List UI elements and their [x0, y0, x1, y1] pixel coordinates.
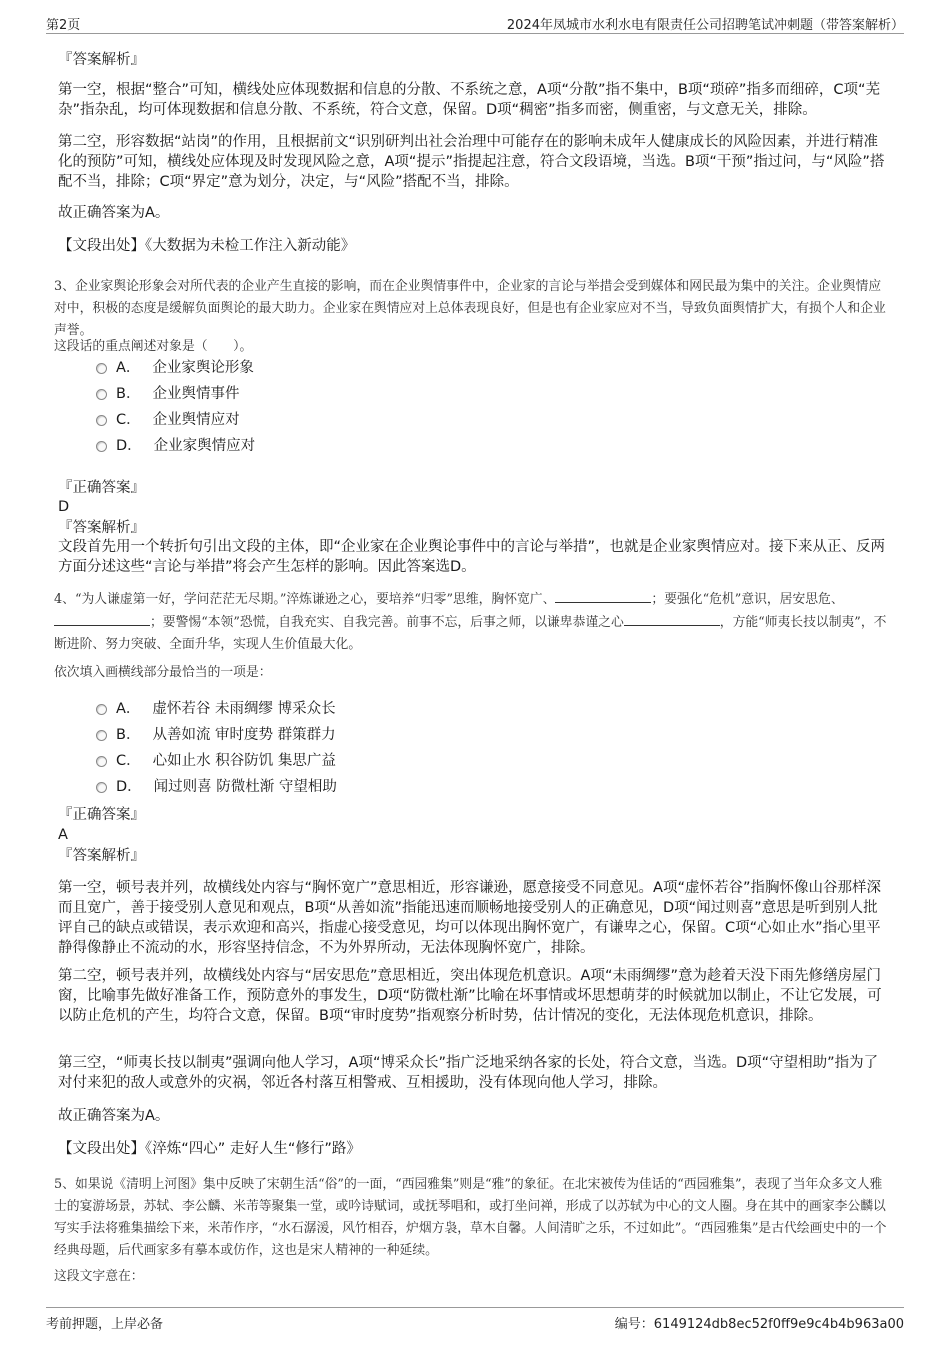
radio-icon[interactable] [96, 415, 107, 426]
document-title: 2024年凤城市水利水电有限责任公司招聘笔试冲刺题（带答案解析） [506, 18, 904, 33]
q4-stem: 4、“为人谦虚第一好，学问茫茫无尽期。”淬炼谦逊之心，要培养“归零”思维，胸怀宽广、 ；要强化“危机”意识，居安思危、；要警惕“本领”恐慌，自我充实、自我完善。前事不忘，后事之师，以谦卑恭谨之心 ，方能“师夷长技以制夷”，不断进阶、努力突破、全面升华，实现人生价值最大化。 [54, 588, 890, 656]
q3-analysis-label: 『答案解析』 [58, 520, 145, 536]
q2-analysis-para1: 第一空，根据“整合”可知，横线处应体现数据和信息的分散、不系统之意，A项“分散”指不集中，B项“琐碎”指多而细碎，C项“芜杂”指杂乱，均可体现数据和信息分散、不系统，符合文意，保留。D项“稠密”指多而密，侧重密，与文意无关，排除。 [58, 82, 881, 118]
q3-analysis: 文段首先用一个转折句引出文段的主体，即“企业家在企业舆论事件中的言论与举措”，也就是企业家舆情应对。接下来从正、反两方面分述这些“言论与举措”将会产生怎样的影响。因此答案选D。 [58, 539, 886, 575]
q4-source: 【文段出处】《淬炼“四心” 走好人生“修行”路》 [58, 1141, 361, 1157]
footer-slogan: 考前押题，上岸必备 [46, 1317, 164, 1332]
q4-conclusion: 故正确答案为A。 [58, 1108, 170, 1124]
q4-answer-label: 『正确答案』 [58, 807, 145, 823]
q2-analysis-label: 『答案解析』 [58, 52, 145, 68]
q5-prompt: 这段文字意在： [54, 1269, 144, 1284]
q4-option-d[interactable]: D． 闻过则喜 防微杜渐 守望相助 [96, 777, 337, 797]
q4-option-c[interactable]: C． 心如止水 积谷防饥 集思广益 [96, 751, 336, 771]
q4-prompt: 依次填入画横线部分最恰当的一项是： [54, 665, 272, 680]
q3-option-d[interactable]: D． 企业家舆情应对 [96, 436, 255, 456]
q4-answer: A [58, 827, 68, 843]
q2-analysis-para2: 第二空，形容数据“站岗”的作用，且根据前文“识别研判出社会治理中可能存在的影响未成年人健康成长的风险因素，并进行精准化的预防”可知，横线处应体现及时发现风险之意，A项“提示”指提起注意，符合文段语境，当选。B项“干预”指过问，与“风险”搭配不当，排除；C项“界定”意为划分，决定，与“风险”搭配不当，排除。 [58, 134, 885, 190]
radio-icon[interactable] [96, 704, 107, 715]
footer-divider [46, 1307, 904, 1308]
q4-option-a[interactable]: A． 虚怀若谷 未雨绸缪 博采众长 [96, 699, 336, 719]
document-id: 编号：6149124db8ec52f0ff9e9c4b4b963a00 [614, 1317, 904, 1332]
q3-option-c[interactable]: C． 企业舆情应对 [96, 410, 240, 430]
radio-icon[interactable] [96, 782, 107, 793]
q4-analysis-para1: 第一空，顿号表并列，故横线处内容与“胸怀宽广”意思相近，形容谦逊，愿意接受不同意见。A项“虚怀若谷”指胸怀像山谷那样深而且宽广，善于接受别人意见和观点，B项“从善如流”指能迅速而顺畅地接受别人的正确意见，D项“闻过则喜”意思是听到别人批评自己的缺点或错误，表示欢迎和高兴，指虚心接受意见，均可以体现出胸怀宽广，有谦卑之心，保留。C项“心如止水”指心里平静得像静止不流动的水，形容坚持信念，不为外界所动，无法体现胸怀宽广，排除。 [58, 880, 881, 956]
q4-analysis-para3: 第三空，“师夷长技以制夷”强调向他人学习，A项“博采众长”指广泛地采纳各家的长处，符合文意，当选。D项“守望相助”指为了对付来犯的敌人或意外的灾祸，邻近各村落互相警戒、互相援助，没有体现向他人学习，排除。 [58, 1055, 879, 1091]
page-number: 第2页 [46, 18, 81, 33]
q3-option-b[interactable]: B． 企业舆情事件 [96, 384, 239, 404]
q3-prompt: 这段话的重点阐述对象是（ ）。 [54, 339, 253, 354]
fill-blank-1 [555, 588, 651, 603]
q5-stem: 5、如果说《清明上河图》集中反映了宋朝生活“俗”的一面，“西园雅集”则是“雅”的象征。在北宋被传为佳话的“西园雅集”，表现了当年众多文人雅士的宴游场景，苏轼、李公麟、米芾等聚集一堂，或吟诗赋词，或抚琴唱和，或打坐问禅，形成了以苏轼为中心的文人圈。身在其中的画家李公麟以写实手法将雅集描绘下来，米芾作序，“水石潺湲，风竹相吞，炉烟方袅，草木自馨。人间清旷之乐，不过如此”。“西园雅集”是古代绘画史中的一个经典母题，后代画家多有摹本或仿作，这也是宋人精神的一种延续。 [54, 1177, 887, 1258]
radio-icon[interactable] [96, 363, 107, 374]
q2-source: 【文段出处】《大数据为未检工作注入新动能》 [58, 238, 356, 254]
q3-answer: D [58, 499, 70, 515]
q4-analysis-label: 『答案解析』 [58, 848, 145, 864]
header-divider [46, 33, 904, 34]
q3-option-a[interactable]: A． 企业家舆论形象 [96, 358, 254, 378]
fill-blank-3 [624, 611, 720, 626]
radio-icon[interactable] [96, 441, 107, 452]
radio-icon[interactable] [96, 389, 107, 400]
q4-option-b[interactable]: B． 从善如流 审时度势 群策群力 [96, 725, 336, 745]
q4-analysis-para2: 第二空，顿号表并列，故横线处内容与“居安思危”意思相近，突出体现危机意识。A项“未雨绸缪”意为趁着天没下雨先修缮房屋门窗，比喻事先做好准备工作，预防意外的事发生，D项“防微杜渐”比喻在坏事情或坏思想萌芽的时候就加以制止，不让它发展，可以防止危机的产生，均符合文意，保留。B项“审时度势”指观察分析时势，估计情况的变化，无法体现危机意识，排除。 [58, 968, 882, 1024]
q3-stem: 3、企业家舆论形象会对所代表的企业产生直接的影响，而在企业舆情事件中，企业家的言论与举措会受到媒体和网民最为集中的关注。企业舆情应对中，积极的态度是缓解负面舆论的最大助力。企业家在舆情应对上总体表现良好，但是也有企业家应对不当，导致负面舆情扩大，有损个人和企业声誉。 [54, 279, 886, 338]
q3-answer-label: 『正确答案』 [58, 480, 145, 496]
radio-icon[interactable] [96, 730, 107, 741]
q2-conclusion: 故正确答案为A。 [58, 205, 170, 221]
radio-icon[interactable] [96, 756, 107, 767]
fill-blank-2 [54, 611, 150, 626]
